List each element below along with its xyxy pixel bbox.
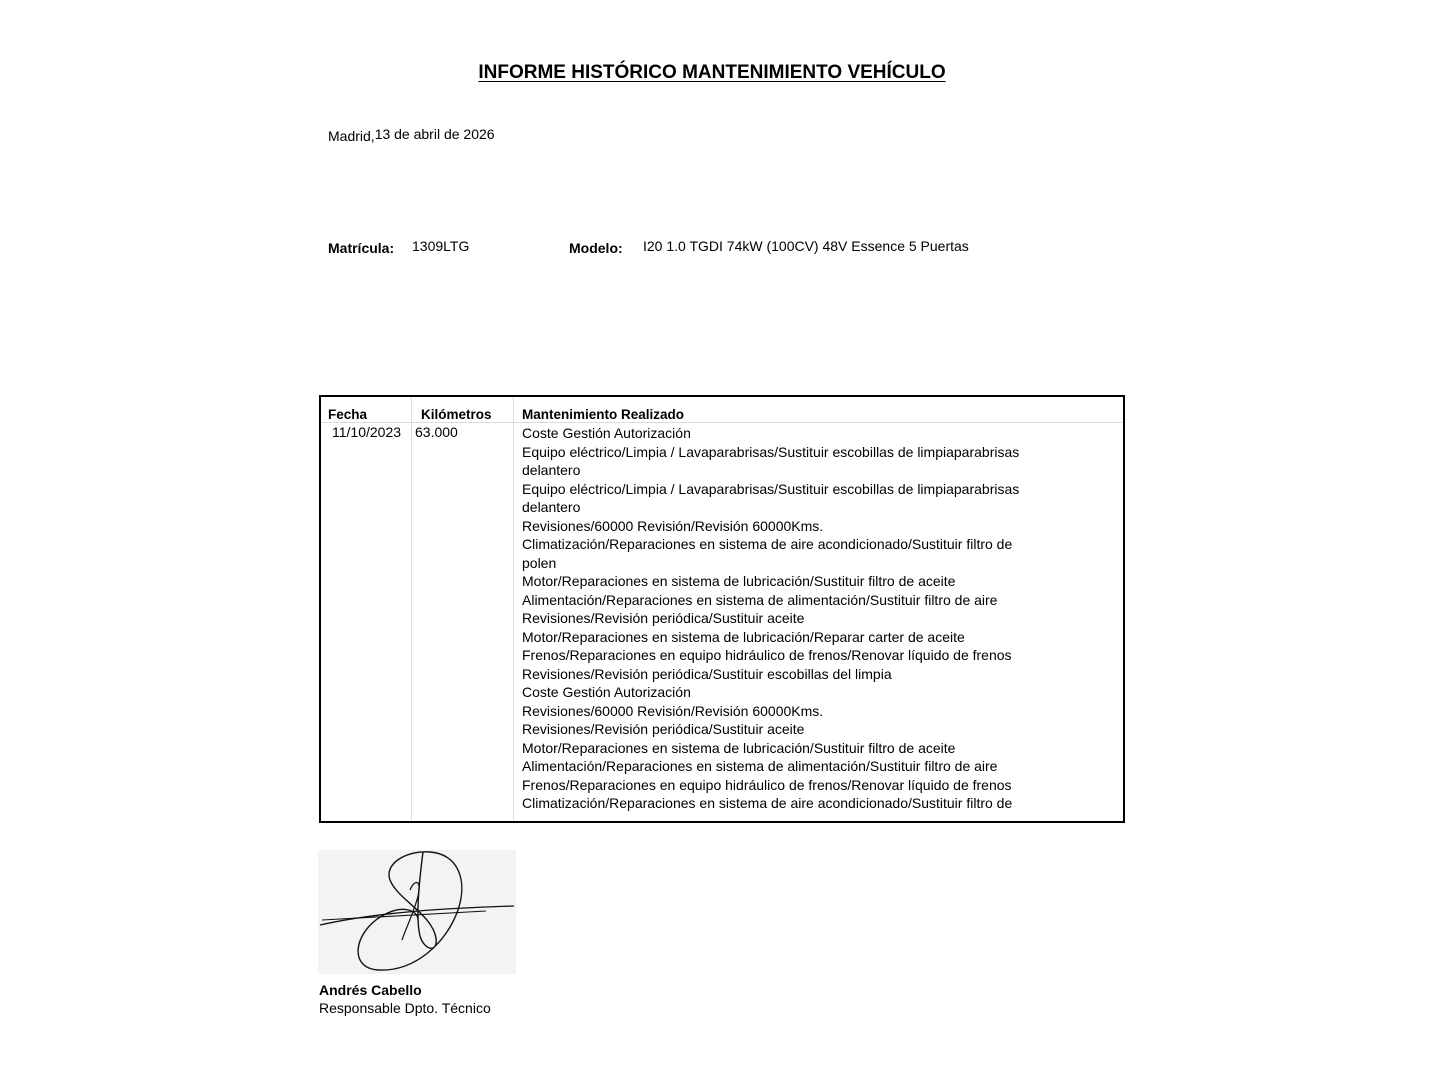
header-divider (321, 422, 1123, 423)
maintenance-item: delantero (522, 462, 581, 478)
plate-label: Matrícula: (328, 240, 395, 256)
signature-drawing (318, 850, 516, 974)
maintenance-item: Alimentación/Reparaciones en sistema de alimentación/Sustituir filtro de aire (522, 591, 998, 608)
maintenance-item: Revisiones/60000 Revisión/Revisión 60000Kms. (522, 517, 824, 534)
model-label: Modelo: (569, 240, 623, 256)
header-maintenance: Mantenimiento Realizado (522, 407, 685, 422)
maintenance-table (319, 395, 1125, 823)
column-divider (411, 397, 412, 821)
maintenance-item: Coste Gestión Autorización (522, 425, 691, 441)
maintenance-item: Motor/Reparaciones en sistema de lubricación/Sustituir filtro de aceite (522, 739, 956, 756)
place-date (328, 126, 495, 142)
column-divider (513, 397, 514, 821)
header-date: Fecha (328, 407, 368, 422)
maintenance-item: Climatización/Reparaciones en sistema de aire acondicionado/Sustituir filtro de (522, 795, 1013, 811)
place: Madrid, (328, 128, 375, 144)
maintenance-item: Revisiones/60000 Revisión/Revisión 60000Kms. (522, 702, 824, 719)
maintenance-item: Alimentación/Reparaciones en sistema de alimentación/Sustituir filtro de aire (522, 758, 998, 774)
plate-value: 1309LTG (412, 238, 470, 254)
maintenance-item: Motor/Reparaciones en sistema de lubricación/Sustituir filtro de aceite (522, 573, 956, 589)
maintenance-item: Frenos/Reparaciones en equipo hidráulico de frenos/Renovar líquido de frenos (522, 647, 1012, 663)
maintenance-item: Equipo eléctrico/Limpia / Lavaparabrisas/Sustituir escobillas de limpiaparabrisas (522, 480, 1020, 497)
maintenance-item: Equipo eléctrico/Limpia / Lavaparabrisas/Sustituir escobillas de limpiaparabrisas (522, 443, 1020, 460)
model-value: I20 1.0 TGDI 74kW (100CV) 48V Essence 5 Puertas (643, 238, 969, 254)
maintenance-item: delantero (522, 499, 581, 515)
maintenance-item: Motor/Reparaciones en sistema de lubricación/Reparar carter de aceite (522, 628, 965, 645)
report-title: INFORME HISTÓRICO MANTENIMIENTO VEHÍCULO (478, 62, 946, 83)
maintenance-item: Frenos/Reparaciones en equipo hidráulico de frenos/Renovar líquido de frenos (522, 776, 1012, 793)
header-km: Kilómetros (421, 407, 492, 422)
signer-role: Responsable Dpto. Técnico (319, 1000, 491, 1016)
row-km: 63.000 (415, 424, 458, 440)
maintenance-item: Coste Gestión Autorización (522, 684, 691, 700)
maintenance-item: Revisiones/Revisión periódica/Sustituir aceite (522, 610, 805, 626)
maintenance-item: Revisiones/Revisión periódica/Sustituir escobillas del limpia (522, 665, 892, 682)
maintenance-item: polen (522, 554, 557, 571)
signature (318, 850, 516, 974)
row-date: 11/10/2023 (332, 424, 402, 440)
report-date: 13 de abril de 2026 (374, 126, 495, 142)
signer-name: Andrés Cabello (319, 982, 422, 998)
maintenance-item: Revisiones/Revisión periódica/Sustituir aceite (522, 721, 805, 737)
maintenance-list (522, 424, 1042, 813)
maintenance-item: Climatización/Reparaciones en sistema de aire acondicionado/Sustituir filtro de (522, 536, 1013, 552)
